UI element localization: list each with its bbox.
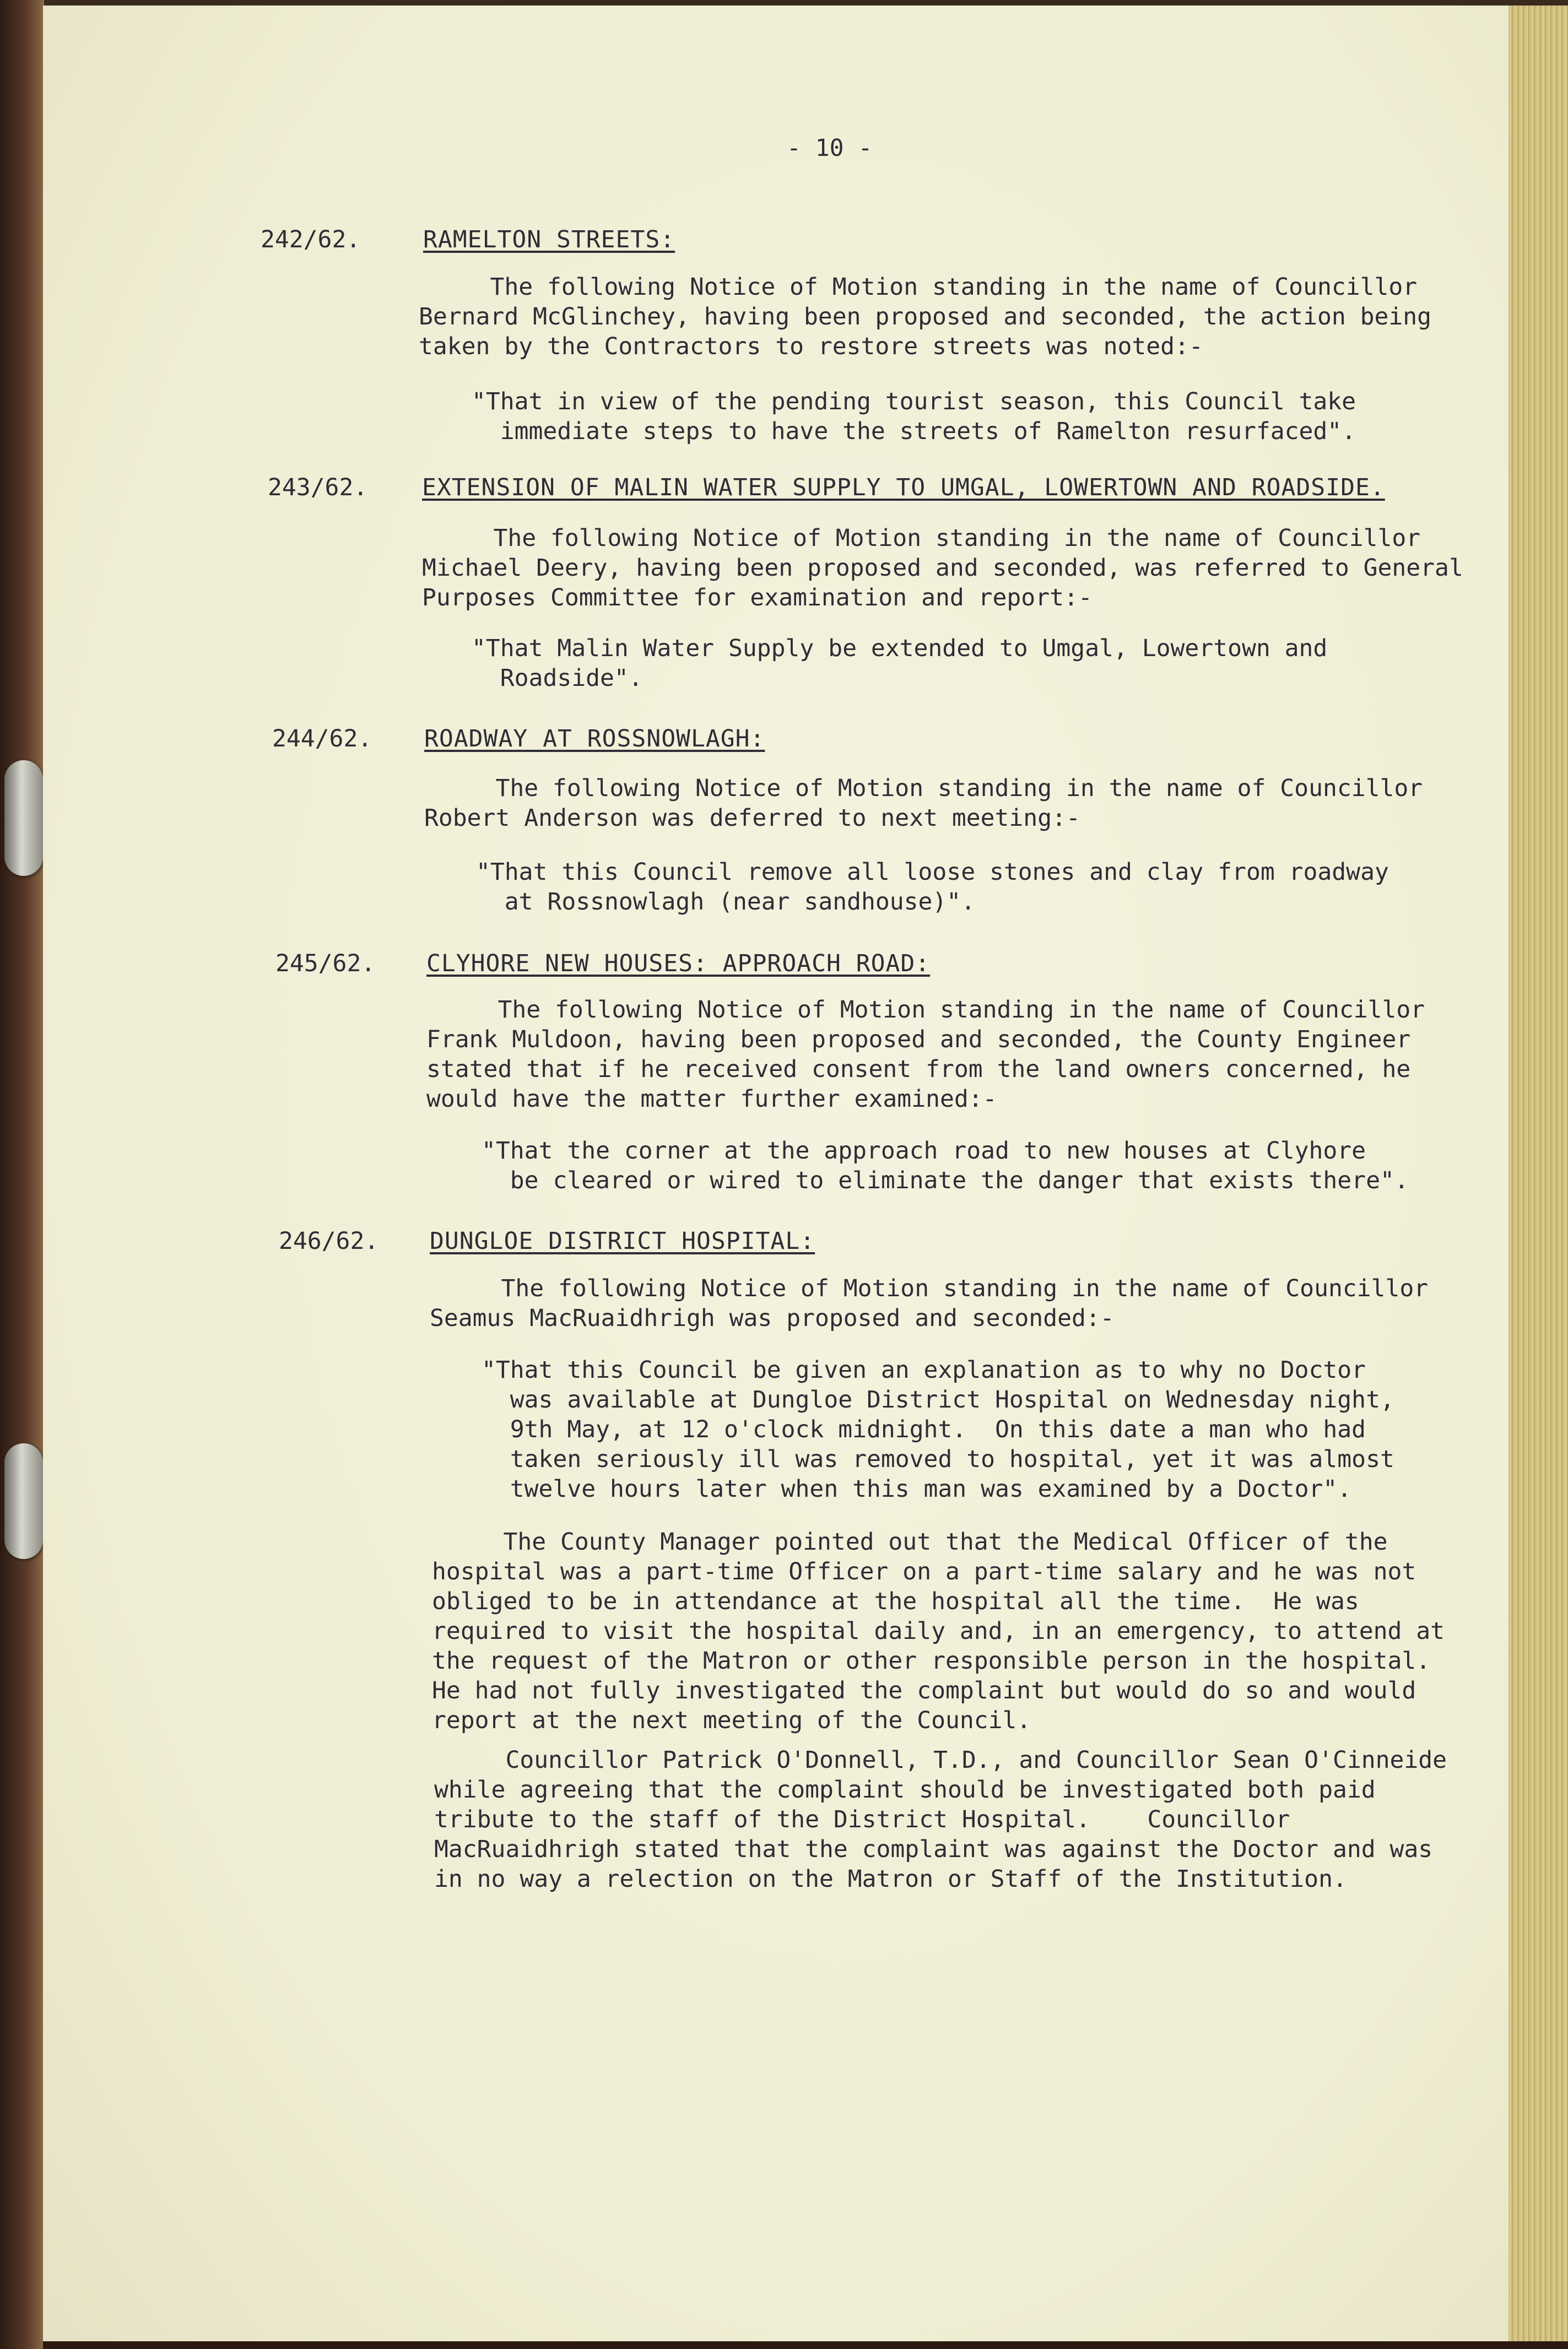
minute-paragraph xyxy=(434,1745,1447,1894)
text-line: immediate steps to have the streets of Ramelton resurfaced". xyxy=(472,418,1356,445)
binder-ring-upper xyxy=(4,760,43,876)
minute-heading: ROADWAY AT ROSSNOWLAGH: xyxy=(424,725,765,753)
binder-edge xyxy=(0,0,44,2349)
minute-ref: 245/62. xyxy=(275,950,376,977)
text-line: would have the matter further examined:- xyxy=(426,1085,997,1113)
text-line: in no way a relection on the Matron or Staff of the Institution. xyxy=(434,1865,1347,1893)
text-line: taken by the Contractors to restore streets was noted:- xyxy=(419,333,1203,360)
text-line: The County Manager pointed out that the Medical Officer of the xyxy=(432,1528,1388,1556)
minute-heading: DUNGLOE DISTRICT HOSPITAL: xyxy=(430,1227,815,1255)
motion-quote xyxy=(472,634,1327,693)
text-line: "That this Council remove all loose stones and clay from roadway xyxy=(476,858,1389,886)
minute-ref: 242/62. xyxy=(261,226,361,253)
minute-body xyxy=(419,272,1431,361)
text-line: Councillor Patrick O'Donnell, T.D., and Councillor Sean O'Cinneide xyxy=(434,1746,1447,1774)
text-line: Seamus MacRuaidhrigh was proposed and seconded:- xyxy=(430,1305,1115,1332)
text-line: The following Notice of Motion standing in the name of Councillor xyxy=(422,524,1421,552)
text-line: tribute to the staff of the District Hospital. Councillor xyxy=(434,1806,1290,1833)
document-page xyxy=(43,6,1508,2341)
text-line: hospital was a part-time Officer on a part-time salary and he was not xyxy=(432,1558,1416,1585)
text-line: twelve hours later when this man was examined by a Doctor". xyxy=(482,1475,1352,1503)
text-line: taken seriously ill was removed to hospital, yet it was almost xyxy=(482,1446,1394,1473)
minute-body xyxy=(430,1274,1428,1333)
minute-body xyxy=(426,995,1425,1114)
minute-ref: 243/62. xyxy=(268,474,368,501)
text-line: required to visit the hospital daily and, in an emergency, to attend at xyxy=(432,1617,1445,1645)
motion-quote xyxy=(482,1355,1394,1504)
text-line: while agreeing that the complaint should be investigated both paid xyxy=(434,1776,1376,1804)
text-line: Purposes Committee for examination and report:- xyxy=(422,584,1093,611)
page-number: - 10 - xyxy=(787,134,873,162)
text-line: Frank Muldoon, having been proposed and seconded, the County Engineer xyxy=(426,1026,1411,1053)
text-line: be cleared or wired to eliminate the danger that exists there". xyxy=(482,1167,1409,1194)
text-line: 9th May, at 12 o'clock midnight. On this date a man who had xyxy=(482,1416,1366,1443)
text-line: "That Malin Water Supply be extended to Umgal, Lowertown and xyxy=(472,635,1328,662)
motion-quote xyxy=(482,1136,1409,1195)
text-line: Bernard McGlinchey, having been proposed and seconded, the action being xyxy=(419,303,1432,331)
text-line: "That the corner at the approach road to new houses at Clyhore xyxy=(482,1137,1366,1165)
minute-heading: EXTENSION OF MALIN WATER SUPPLY TO UMGAL, LOWERTOWN AND ROADSIDE. xyxy=(422,474,1385,501)
minute-body xyxy=(424,773,1423,833)
text-line: MacRuaidhrigh stated that the complaint was against the Doctor and was xyxy=(434,1836,1433,1863)
text-line: The following Notice of Motion standing in the name of Councillor xyxy=(426,996,1425,1024)
text-line: stated that if he received consent from the land owners concerned, he xyxy=(426,1056,1411,1083)
text-line: He had not fully investigated the complaint but would do so and would xyxy=(432,1677,1416,1704)
minute-heading: RAMELTON STREETS: xyxy=(423,226,675,253)
motion-quote xyxy=(476,857,1389,917)
text-line: Robert Anderson was deferred to next meeting:- xyxy=(424,804,1080,832)
bottom-edge xyxy=(43,2341,1568,2349)
text-line: The following Notice of Motion standing in the name of Councillor xyxy=(430,1275,1429,1302)
text-line: The following Notice of Motion standing in the name of Councillor xyxy=(424,775,1423,802)
text-line: at Rossnowlagh (near sandhouse)". xyxy=(476,888,976,916)
text-line: obliged to be in attendance at the hospital all the time. He was xyxy=(432,1588,1359,1615)
text-line: "That this Council be given an explanation as to why no Doctor xyxy=(482,1356,1366,1384)
motion-quote xyxy=(472,387,1356,446)
text-line: the request of the Matron or other responsible person in the hospital. xyxy=(432,1647,1431,1675)
page-edges xyxy=(1508,6,1568,2341)
minute-body xyxy=(422,523,1463,613)
minute-paragraph xyxy=(432,1527,1445,1735)
text-line: report at the next meeting of the Council. xyxy=(432,1707,1031,1734)
minute-ref: 246/62. xyxy=(279,1227,379,1255)
binder-ring-lower xyxy=(4,1443,43,1559)
text-line: "That in view of the pending tourist season, this Council take xyxy=(472,388,1356,415)
text-line: Michael Deery, having been proposed and seconded, was referred to General xyxy=(422,554,1463,582)
text-line: was available at Dungloe District Hospital on Wednesday night, xyxy=(482,1386,1394,1414)
minute-heading: CLYHORE NEW HOUSES: APPROACH ROAD: xyxy=(426,950,931,977)
minute-ref: 244/62. xyxy=(272,725,372,753)
text-line: Roadside". xyxy=(472,664,643,692)
text-line: The following Notice of Motion standing in the name of Councillor xyxy=(419,273,1418,301)
